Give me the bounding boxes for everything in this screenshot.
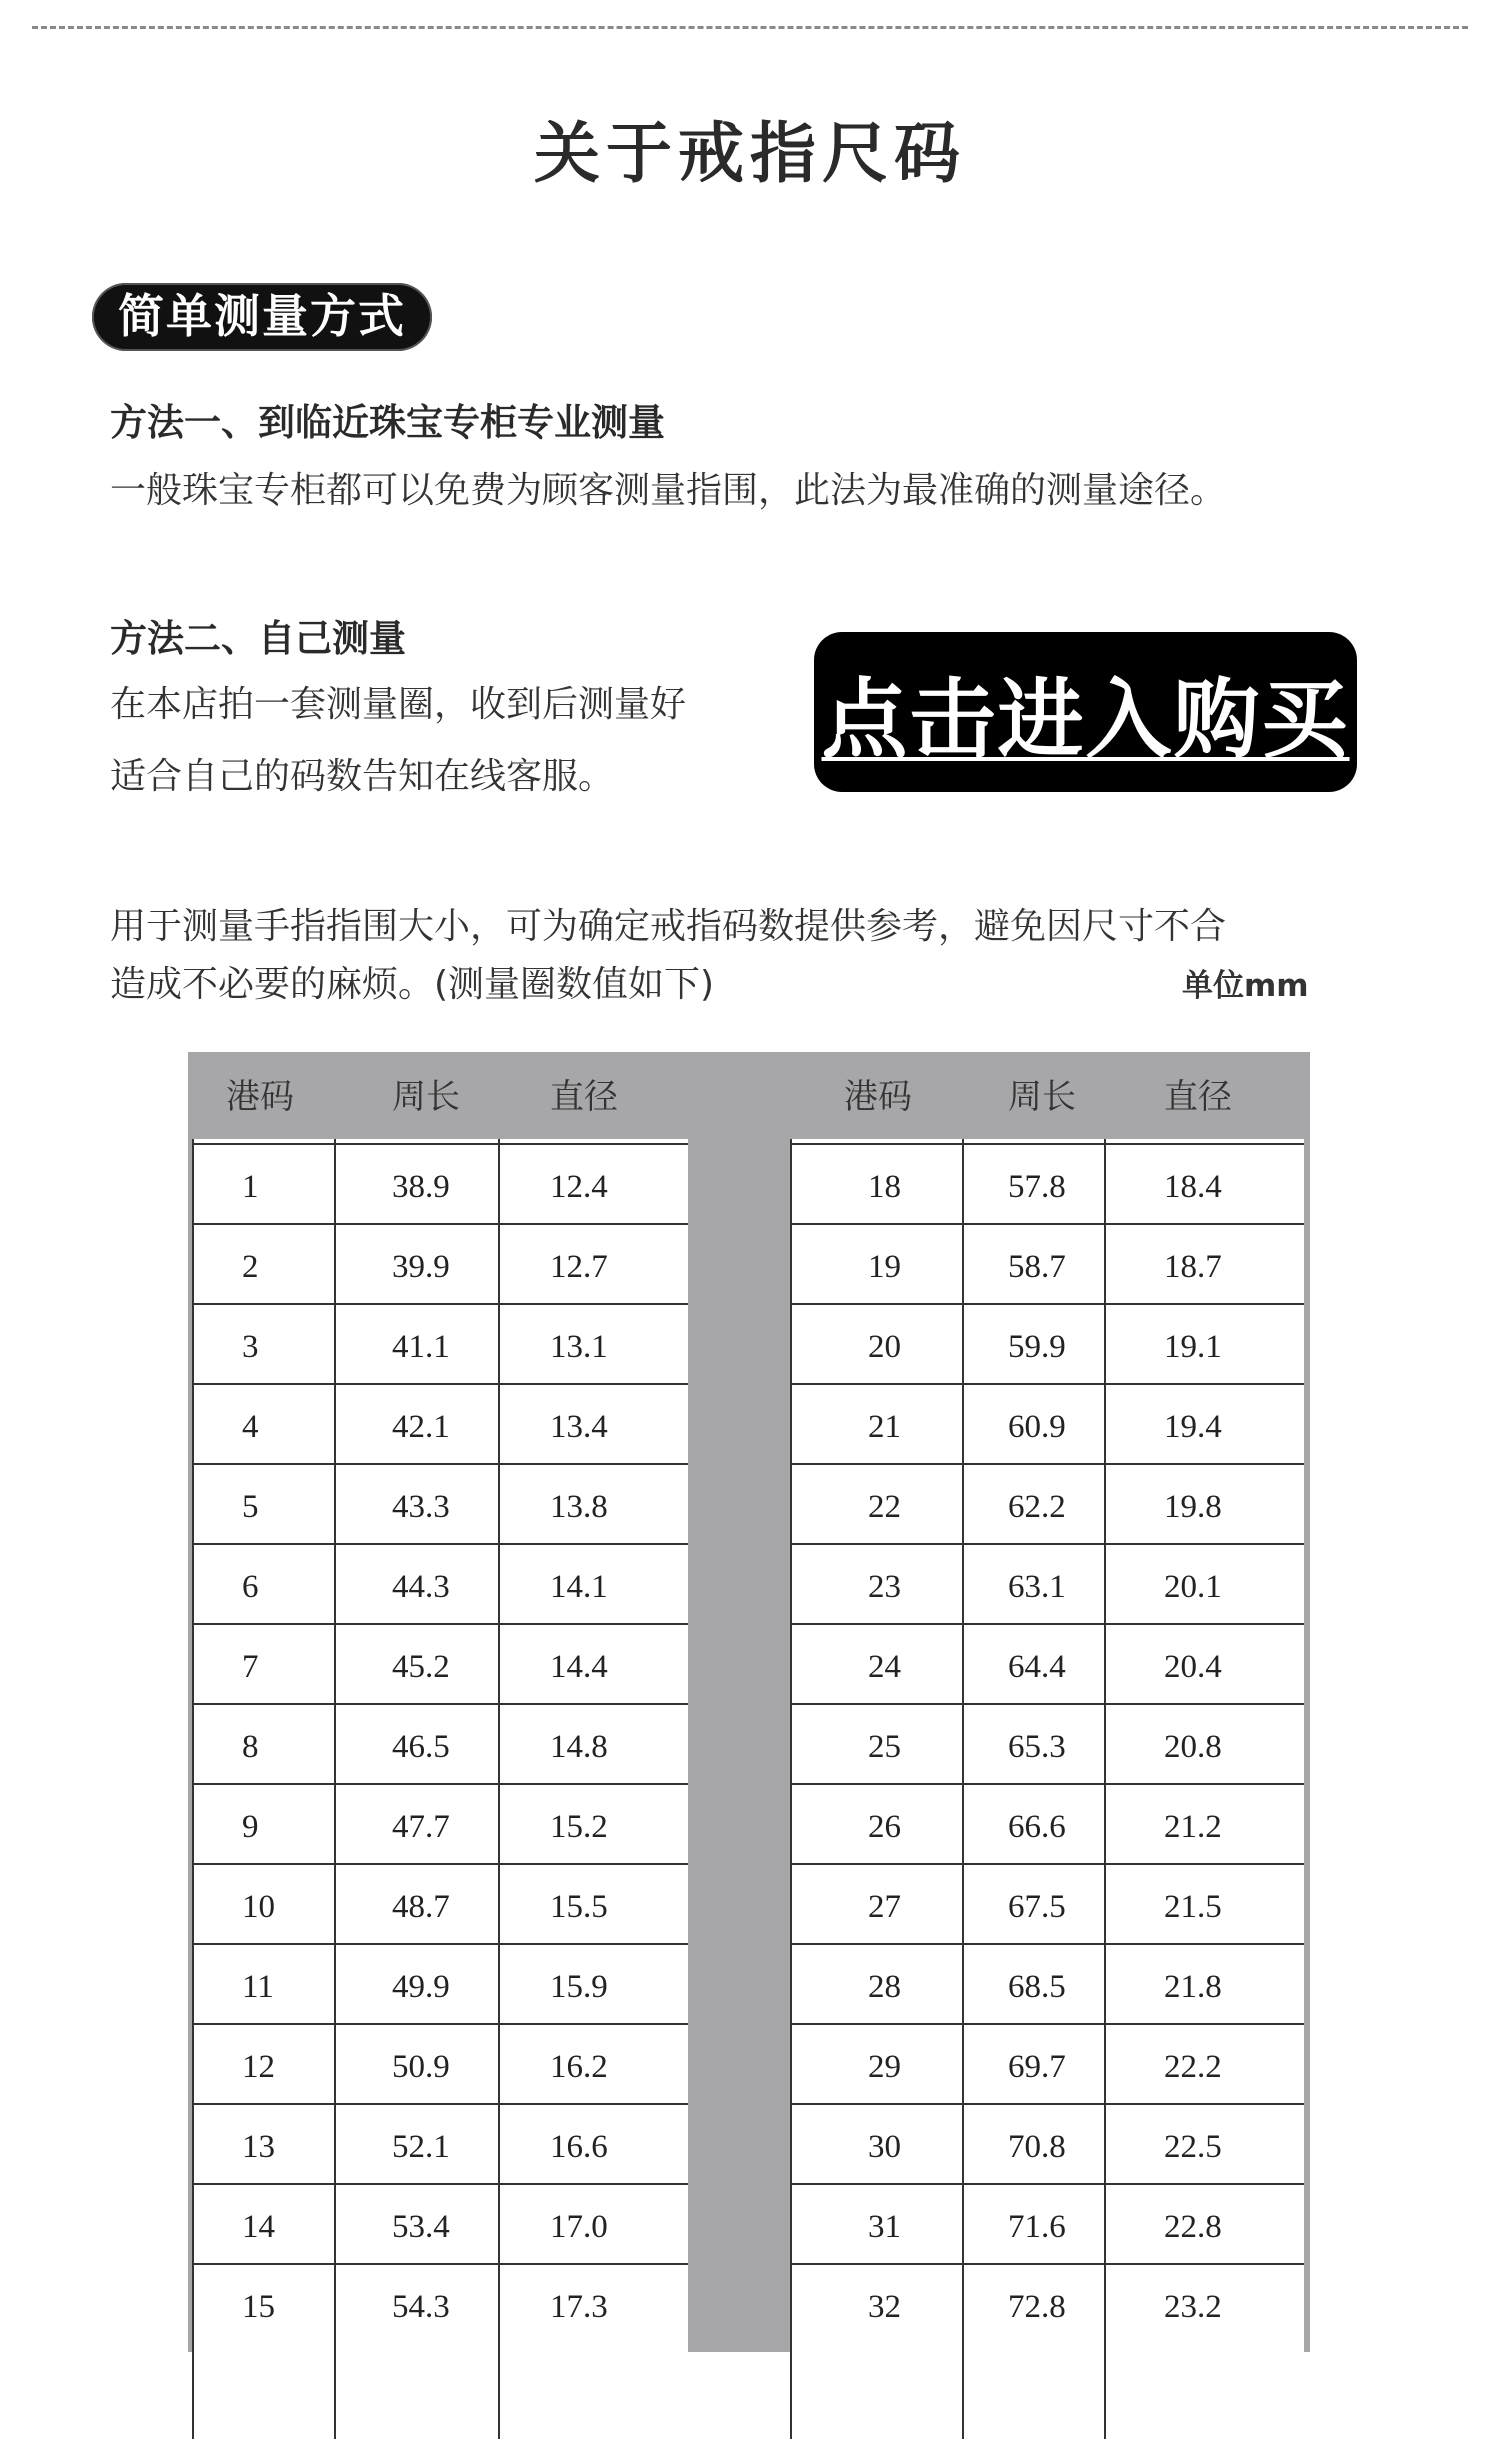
table-cell: 22.8	[1164, 2209, 1222, 2245]
table-cell: 18.7	[1164, 1249, 1222, 1285]
table-row-divider	[790, 1863, 1304, 1865]
table-cell: 19.8	[1164, 1489, 1222, 1525]
table-column-divider	[498, 1139, 500, 2439]
table-cell: 71.6	[1008, 2209, 1066, 2245]
table-cell: 72.8	[1008, 2289, 1066, 2325]
table-cell: 20.1	[1164, 1569, 1222, 1605]
buy-now-button[interactable]	[814, 632, 1357, 792]
table-cell: 69.7	[1008, 2049, 1066, 2085]
table-row-divider	[790, 2103, 1304, 2105]
table-header-cell: 周长	[1008, 1077, 1076, 1117]
table-row-divider	[192, 1543, 688, 1545]
table-cell: 15.9	[550, 1969, 608, 2005]
table-row-divider	[192, 1863, 688, 1865]
table-cell: 18.4	[1164, 1169, 1222, 1205]
table-cell: 4	[242, 1409, 259, 1445]
table-cell: 54.3	[392, 2289, 450, 2325]
table-row-divider	[790, 1303, 1304, 1305]
page-title: 关于戒指尺码	[534, 114, 966, 192]
top-dashed-divider	[32, 26, 1468, 29]
table-cell: 23	[868, 1569, 901, 1605]
table-cell: 44.3	[392, 1569, 450, 1605]
table-cell: 38.9	[392, 1169, 450, 1205]
table-row-divider	[192, 1463, 688, 1465]
table-cell: 22.2	[1164, 2049, 1222, 2085]
table-row-divider	[192, 1783, 688, 1785]
table-row-divider	[192, 1143, 688, 1145]
table-row-divider	[192, 1303, 688, 1305]
table-border	[790, 1139, 792, 2439]
table-header	[188, 1052, 692, 1139]
table-cell: 53.4	[392, 2209, 450, 2245]
table-header-cell: 周长	[392, 1077, 460, 1117]
table-row-divider	[790, 2023, 1304, 2025]
table-cell: 7	[242, 1649, 259, 1685]
section-label-badge: 简单测量方式	[92, 283, 432, 351]
table-row-divider	[192, 1703, 688, 1705]
table-header	[786, 1052, 1308, 1139]
table-cell: 21.8	[1164, 1969, 1222, 2005]
table-row-divider	[790, 1943, 1304, 1945]
table-cell: 18	[868, 1169, 901, 1205]
table-cell: 46.5	[392, 1729, 450, 1765]
table-cell: 15.2	[550, 1809, 608, 1845]
table-border	[192, 1139, 194, 2439]
table-row-divider	[790, 1383, 1304, 1385]
table-header-cell: 港码	[844, 1077, 912, 1117]
method2-line2: 适合自己的码数告知在线客服。	[110, 756, 615, 797]
table-cell: 2	[242, 1249, 259, 1285]
table-cell: 21.5	[1164, 1889, 1222, 1925]
buy-now-button-label: 点击进入购买	[821, 670, 1350, 770]
table-cell: 24	[868, 1649, 901, 1685]
table-row-divider	[790, 1783, 1304, 1785]
table-cell: 32	[868, 2289, 901, 2325]
table-cell: 28	[868, 1969, 901, 2005]
note-line2: 造成不必要的麻烦。(测量圈数值如下)	[110, 964, 715, 1005]
table-cell: 29	[868, 2049, 901, 2085]
table-cell: 20	[868, 1329, 901, 1365]
table-cell: 23.2	[1164, 2289, 1222, 2325]
table-cell: 67.5	[1008, 1889, 1066, 1925]
table-cell: 21.2	[1164, 1809, 1222, 1845]
table-cell: 19	[868, 1249, 901, 1285]
table-cell: 6	[242, 1569, 259, 1605]
table-cell: 5	[242, 1489, 259, 1525]
table-cell: 64.4	[1008, 1649, 1066, 1685]
table-cell: 58.7	[1008, 1249, 1066, 1285]
table-cell: 31	[868, 2209, 901, 2245]
table-header-cell: 直径	[1164, 1077, 1232, 1117]
table-cell: 14.8	[550, 1729, 608, 1765]
table-cell: 59.9	[1008, 1329, 1066, 1365]
table-row-divider	[790, 1463, 1304, 1465]
table-cell: 70.8	[1008, 2129, 1066, 2165]
table-cell: 60.9	[1008, 1409, 1066, 1445]
table-row-divider	[192, 2183, 688, 2185]
table-cell: 68.5	[1008, 1969, 1066, 2005]
table-cell: 19.4	[1164, 1409, 1222, 1445]
table-cell: 13	[242, 2129, 275, 2165]
table-cell: 30	[868, 2129, 901, 2165]
method2-heading: 方法二、自己测量	[110, 617, 406, 660]
table-row-divider	[192, 1623, 688, 1625]
table-header-cell: 直径	[550, 1077, 618, 1117]
table-cell: 19.1	[1164, 1329, 1222, 1365]
table-cell: 14.1	[550, 1569, 608, 1605]
method2-line1: 在本店拍一套测量圈，收到后测量好	[110, 684, 687, 725]
table-row-divider	[192, 2103, 688, 2105]
table-cell: 22.5	[1164, 2129, 1222, 2165]
table-cell: 66.6	[1008, 1809, 1066, 1845]
table-cell: 52.1	[392, 2129, 450, 2165]
table-cell: 27	[868, 1889, 901, 1925]
table-body	[790, 1139, 1304, 2439]
table-row-divider	[790, 2263, 1304, 2265]
method1-heading: 方法一、到临近珠宝专柜专业测量	[110, 401, 665, 444]
table-row-divider	[790, 1543, 1304, 1545]
table-header-cell: 港码	[226, 1077, 294, 1117]
table-cell: 57.8	[1008, 1169, 1066, 1205]
table-cell: 10	[242, 1889, 275, 1925]
table-cell: 8	[242, 1729, 259, 1765]
table-cell: 9	[242, 1809, 259, 1845]
table-cell: 12	[242, 2049, 275, 2085]
table-column-divider	[334, 1139, 336, 2439]
table-cell: 49.9	[392, 1969, 450, 2005]
table-cell: 42.1	[392, 1409, 450, 1445]
table-cell: 11	[242, 1969, 274, 2005]
note-line1: 用于测量手指指围大小，可为确定戒指码数提供参考，避免因尺寸不合	[110, 906, 1227, 947]
table-cell: 26	[868, 1809, 901, 1845]
table-cell: 16.6	[550, 2129, 608, 2165]
table-cell: 17.3	[550, 2289, 608, 2325]
table-cell: 13.1	[550, 1329, 608, 1365]
table-row-divider	[790, 1623, 1304, 1625]
method1-text: 一般珠宝专柜都可以免费为顾客测量指围，此法为最准确的测量途径。	[110, 470, 1227, 511]
table-column-divider	[962, 1139, 964, 2439]
table-cell: 3	[242, 1329, 259, 1365]
table-row-divider	[192, 2263, 688, 2265]
table-row-divider	[790, 1703, 1304, 1705]
table-cell: 1	[242, 1169, 259, 1205]
table-cell: 12.4	[550, 1169, 608, 1205]
table-cell: 20.4	[1164, 1649, 1222, 1685]
table-cell: 39.9	[392, 1249, 450, 1285]
table-cell: 65.3	[1008, 1729, 1066, 1765]
table-row-divider	[192, 1943, 688, 1945]
table-cell: 48.7	[392, 1889, 450, 1925]
table-cell: 16.2	[550, 2049, 608, 2085]
table-row-divider	[192, 1383, 688, 1385]
table-cell: 22	[868, 1489, 901, 1525]
table-row-divider	[790, 2183, 1304, 2185]
table-cell: 13.4	[550, 1409, 608, 1445]
table-row-divider	[790, 1223, 1304, 1225]
table-column-divider	[1104, 1139, 1106, 2439]
table-cell: 12.7	[550, 1249, 608, 1285]
table-cell: 50.9	[392, 2049, 450, 2085]
table-body	[192, 1139, 688, 2439]
table-cell: 43.3	[392, 1489, 450, 1525]
table-cell: 15.5	[550, 1889, 608, 1925]
table-row-divider	[192, 2023, 688, 2025]
table-cell: 17.0	[550, 2209, 608, 2245]
table-cell: 15	[242, 2289, 275, 2325]
table-cell: 13.8	[550, 1489, 608, 1525]
table-cell: 20.8	[1164, 1729, 1222, 1765]
table-cell: 14	[242, 2209, 275, 2245]
table-cell: 25	[868, 1729, 901, 1765]
table-cell: 62.2	[1008, 1489, 1066, 1525]
table-row-divider	[790, 1143, 1304, 1145]
unit-label: 单位mm	[1182, 968, 1309, 1004]
table-row-divider	[192, 1223, 688, 1225]
table-cell: 45.2	[392, 1649, 450, 1685]
table-cell: 14.4	[550, 1649, 608, 1685]
table-cell: 21	[868, 1409, 901, 1445]
table-cell: 41.1	[392, 1329, 450, 1365]
table-cell: 63.1	[1008, 1569, 1066, 1605]
table-cell: 47.7	[392, 1809, 450, 1845]
